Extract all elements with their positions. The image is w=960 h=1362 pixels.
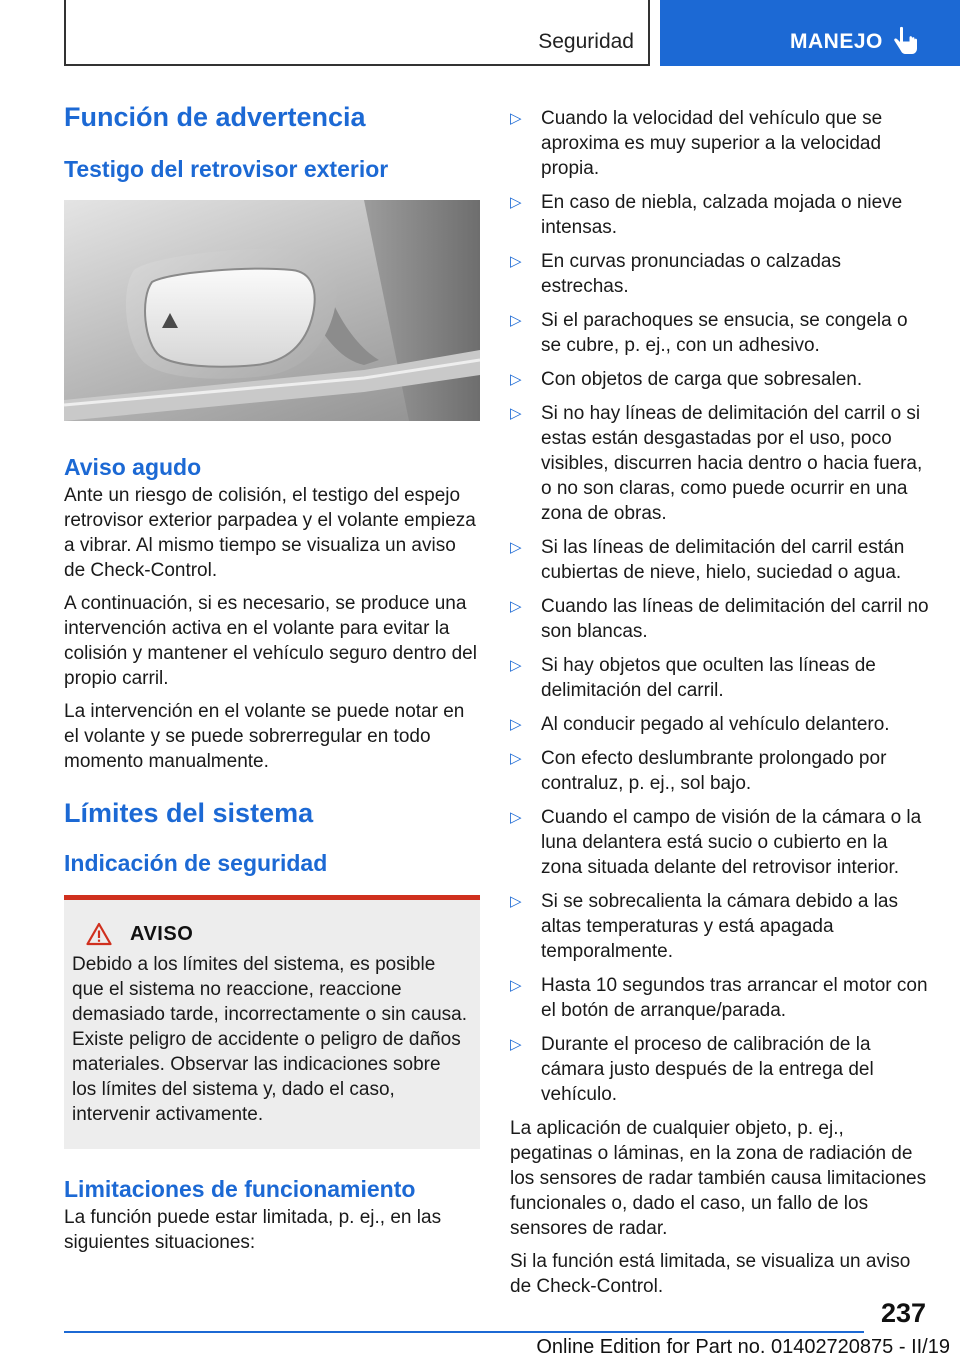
limitations-heading: Limitaciones de funcionamiento — [64, 1176, 416, 1202]
bullet-icon: ▷ — [510, 312, 522, 329]
section-box — [64, 0, 650, 66]
warning-box — [64, 895, 480, 1149]
list-item: ▷ En curvas pronunciadas o calzadas estrechas. — [510, 251, 841, 297]
chapter-tab[interactable] — [660, 0, 960, 66]
bullet-icon: ▷ — [510, 598, 522, 615]
paragraph-collision: Ante un riesgo de colisión, el testigo del espejo retrovisor exterior parpadea y el volante empieza a vibrar. Al mismo tiempo se visualiza un aviso de Check-Control. — [64, 485, 476, 581]
paragraph-limitations: La función puede estar limitada, p. ej., en las siguientes situaciones: — [64, 1207, 442, 1253]
list-item: ▷ Si se sobrecalienta la cámara debido a las altas temperaturas y está apagada temporalmente. — [510, 891, 898, 962]
warning-text: Debido a los límites del sistema, es posible que el sistema no reaccione, reaccione demasiado tarde, incorrectamente o sin causa. Existe peligro de accidente o peligro de daños materiales. Observar las indicaciones sobre los límites del sistema y, dado el caso, intervenir activamente. — [72, 954, 467, 1125]
list-item: ▷ Con objetos de carga que sobresalen. — [510, 369, 863, 390]
list-item: ▷ Cuando la velocidad del vehículo que se aproxima es muy superior a la velocidad propia. — [510, 108, 883, 179]
right-column — [510, 106, 930, 1299]
bullet-icon: ▷ — [510, 977, 522, 994]
bullet-icon: ▷ — [510, 893, 522, 910]
list-item: ▷ Cuando el campo de visión de la cámara o la luna delantera está sucio o cubierto en la zona situada delante del retrovisor interior. — [510, 807, 922, 878]
paragraph-radar: La aplicación de cualquier objeto, p. ej., pegatinas o láminas, en la zona de radiación de los sensores de radar también causa limitaciones funcionales o, dado el caso, un fallo de los sensores de radar. — [510, 1118, 927, 1239]
footer-divider — [64, 1331, 864, 1333]
list-item: ▷ En caso de niebla, calzada mojada o nieve intensas. — [510, 192, 903, 238]
bullet-icon: ▷ — [510, 809, 522, 826]
page-number: 237 — [880, 1298, 926, 1328]
list-item: ▷ Al conducir pegado al vehículo delantero. — [510, 714, 890, 735]
list-item: ▷ Con efecto deslumbrante prolongado por contraluz, p. ej., sol bajo. — [510, 748, 887, 794]
paragraph-intervention: A continuación, si es necesario, se produce una intervención activa en el volante para evitar la colisión y mantener el vehículo seguro dentro del propio carril. — [64, 593, 477, 689]
paragraph-check-control: Si la función está limitada, se visualiza un aviso de Check-Control. — [510, 1251, 911, 1297]
paragraph-override: La intervención en el volante se puede notar en el volante y se puede sobrerregular en todo momento manualmente. — [64, 701, 465, 772]
warning-header — [86, 922, 470, 946]
hand-pointer-icon — [892, 26, 920, 56]
bullet-icon: ▷ — [510, 194, 522, 211]
footer-edition: Online Edition for Part no. 01402720875 - II/19 — [536, 1336, 950, 1358]
page-header — [0, 0, 960, 66]
bullet-icon: ▷ — [510, 110, 522, 127]
limitations-list — [510, 106, 930, 1107]
limits-title: Límites del sistema — [64, 798, 314, 828]
list-item: ▷ Si el parachoques se ensucia, se congela o se cubre, p. ej., con un adhesivo. — [510, 310, 908, 356]
subsection-title: Testigo del retrovisor exterior — [64, 156, 389, 182]
bullet-icon: ▷ — [510, 1036, 522, 1053]
bullet-icon: ▷ — [510, 371, 522, 388]
list-item: ▷ Hasta 10 segundos tras arrancar el motor con el botón de arranque/parada. — [510, 975, 928, 1021]
left-column — [64, 100, 480, 1255]
bullet-icon: ▷ — [510, 405, 522, 422]
section-label: Seguridad — [538, 30, 634, 53]
aviso-heading: Aviso agudo — [64, 454, 202, 480]
safety-subtitle: Indicación de seguridad — [64, 850, 328, 876]
list-item: ▷ Durante el proceso de calibración de la cámara justo después de la entrega del vehículo. — [510, 1034, 874, 1105]
list-item: ▷ Si las líneas de delimitación del carril están cubiertas de nieve, hielo, suciedad o agua. — [510, 537, 905, 583]
mirror-warning-icon — [64, 200, 480, 421]
list-item: ▷ Si hay objetos que oculten las líneas de delimitación del carril. — [510, 655, 876, 701]
list-item: ▷ Cuando las líneas de delimitación del carril no son blancas. — [510, 596, 929, 642]
bullet-icon: ▷ — [510, 253, 522, 270]
bullet-icon: ▷ — [510, 750, 522, 767]
section-title: Función de advertencia — [64, 102, 366, 132]
bullet-icon: ▷ — [510, 716, 522, 733]
chapter-tab-label: MANEJO — [790, 30, 883, 53]
warning-title: AVISO — [130, 922, 194, 945]
list-item: ▷ Si no hay líneas de delimitación del carril o si estas están desgastadas por el uso, poco visibles, discurren hacia dentro o hacia fuera, o no son claras, como puede ocurrir en una zona de obras. — [510, 403, 923, 524]
mirror-illustration — [64, 200, 480, 421]
bullet-icon: ▷ — [510, 539, 522, 556]
bullet-icon: ▷ — [510, 657, 522, 674]
warning-triangle-icon — [86, 922, 112, 946]
